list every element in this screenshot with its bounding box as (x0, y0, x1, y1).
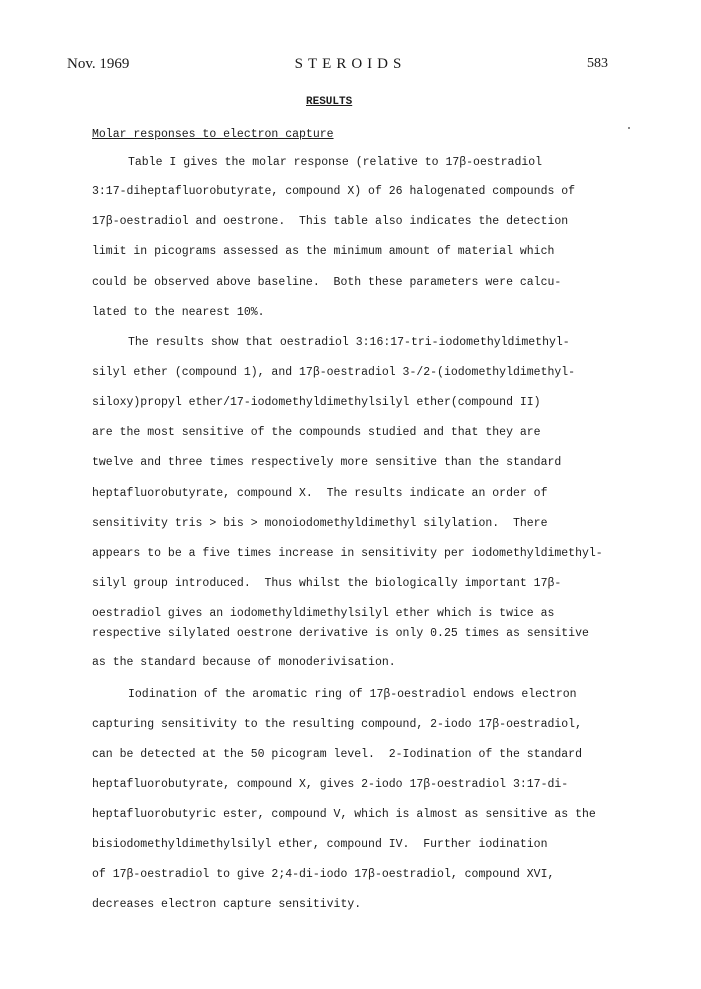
body-line: capturing sensitivity to the resulting compound, 2-iodo 17β-oestradiol, (92, 718, 582, 731)
body-line: lated to the nearest 10%. (92, 306, 265, 319)
body-line: silyl group introduced. Thus whilst the biologically important 17β- (92, 577, 562, 590)
body-line: sensitivity tris > bis > monoiodomethyldimethyl silylation. There (92, 517, 548, 530)
body-line: 3:17-diheptafluorobutyrate, compound X) of 26 halogenated compounds of (92, 185, 576, 198)
body-line: as the standard because of monoderivisation. (92, 656, 396, 669)
body-line: oestradiol gives an iodomethyldimethylsilyl ether which is twice as (92, 607, 555, 620)
scan-speck (628, 127, 630, 129)
body-line: heptafluorobutyric ester, compound V, which is almost as sensitive as the (92, 808, 596, 821)
body-line: siloxy)propyl ether/17-iodomethyldimethylsilyl ether(compound II) (92, 396, 541, 409)
body-line: bisiodomethyldimethylsilyl ether, compound IV. Further iodination (92, 838, 548, 851)
body-line: twelve and three times respectively more sensitive than the standard (92, 456, 562, 469)
body-line: could be observed above baseline. Both these parameters were calcu- (92, 276, 562, 289)
body-line: appears to be a five times increase in sensitivity per iodomethyldimethyl- (92, 547, 603, 560)
body-line: heptafluorobutyrate, compound X, gives 2-iodo 17β-oestradiol 3:17-di- (92, 778, 569, 791)
journal-date: Nov. 1969 (67, 56, 130, 72)
body-line: silyl ether (compound 1), and 17β-oestradiol 3-/2-(iodomethyldimethyl- (92, 366, 576, 379)
body-line: 17β-oestradiol and oestrone. This table also indicates the detection (92, 215, 569, 228)
page-number: 583 (587, 56, 608, 71)
body-line: The results show that oestradiol 3:16:17-tri-iodomethyldimethyl- (128, 336, 570, 349)
body-line: decreases electron capture sensitivity. (92, 898, 362, 911)
body-line: respective silylated oestrone derivative is only 0.25 times as sensitive (92, 627, 589, 640)
body-line: Iodination of the aromatic ring of 17β-oestradiol endows electron (128, 688, 577, 701)
body-line: heptafluorobutyrate, compound X. The results indicate an order of (92, 487, 548, 500)
body-line: are the most sensitive of the compounds studied and that they are (92, 426, 541, 439)
subheading: Molar responses to electron capture (92, 128, 334, 141)
section-heading: RESULTS (306, 96, 353, 108)
body-line: limit in picograms assessed as the minimum amount of material which (92, 245, 555, 258)
body-line: can be detected at the 50 picogram level. 2-Iodination of the standard (92, 748, 582, 761)
body-line: of 17β-oestradiol to give 2;4-di-iodo 17β-oestradiol, compound XVI, (92, 868, 555, 881)
body-line: Table I gives the molar response (relative to 17β-oestradiol (128, 156, 543, 169)
journal-title: STEROIDS (294, 56, 407, 72)
